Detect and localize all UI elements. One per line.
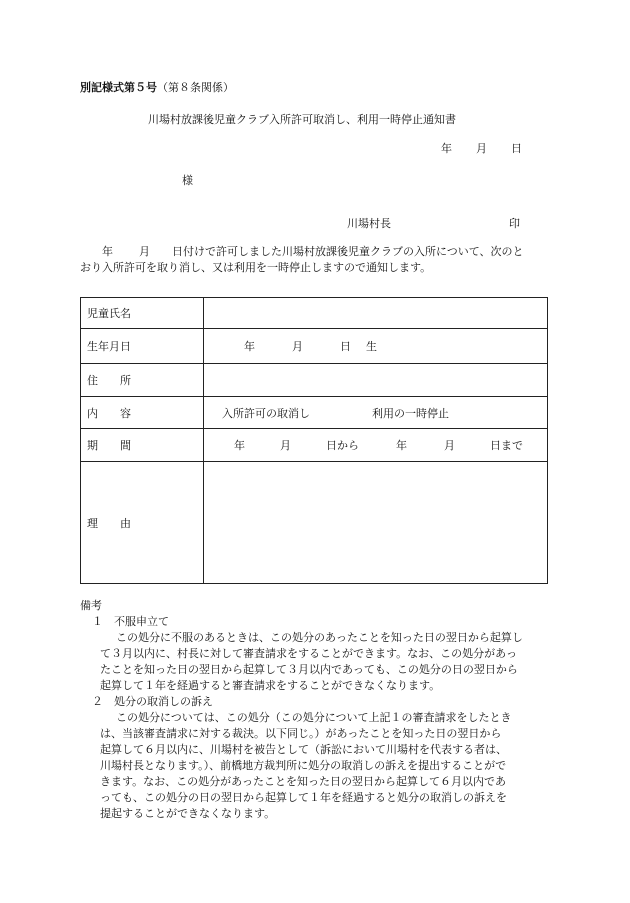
table-row	[81, 462, 548, 584]
note-item-title: ２ 処分の取消しの訴え	[92, 695, 213, 708]
note-line: 川場村長となります。）、前橋地方裁判所に処分の取消しの訴えを提出することがで	[100, 759, 507, 772]
date-line	[441, 140, 522, 156]
table-row	[81, 298, 548, 329]
notes-heading: 備考	[80, 599, 102, 612]
content-label: 内 容	[81, 397, 204, 429]
note-line: この処分については、この処分（この処分について上記１の審査請求をしたとき	[116, 711, 512, 724]
period-field[interactable]: 年 月 日から 年 月 日まで	[204, 429, 548, 462]
seal-mark: 印	[509, 217, 520, 230]
date-year: 年	[441, 142, 452, 155]
issuer-name: 川場村長	[347, 217, 391, 230]
notice-body	[80, 244, 550, 276]
note-line: て３月以内に、村長に対して審査請求をすることができます。なお、この処分があっ	[100, 647, 518, 660]
body-line1: 日付けで許可しました川場村放課後児童クラブの入所について、次のと	[172, 245, 524, 258]
date-day: 日	[511, 142, 522, 155]
note-line: きます。なお、この処分があったことを知った日の翌日から起算して６月以内であ	[100, 775, 507, 788]
child-name-field[interactable]	[204, 298, 548, 329]
body-month: 月	[139, 245, 150, 258]
reason-field[interactable]	[204, 462, 548, 584]
note-line: この処分に不服のあるときは、この処分のあったことを知った日の翌日から起算し	[116, 631, 523, 644]
reason-label: 理 由	[81, 462, 204, 584]
content-option-suspend[interactable]: 利用の一時停止	[372, 406, 449, 420]
table-row	[81, 364, 548, 397]
address-field[interactable]	[204, 364, 548, 397]
recipient-suffix: 様	[182, 174, 193, 187]
note-line: っても、この処分の日の翌日から起算して１年を経過すると処分の取消しの訴えを	[100, 791, 507, 804]
info-table	[80, 297, 548, 584]
birth-date-field[interactable]: 年 月 日 生	[204, 329, 548, 364]
note-line: 起算して６月以内に、川場村を被告として（訴訟において川場村を代表する者は、	[100, 743, 507, 756]
table-row	[81, 429, 548, 462]
child-name-label: 児童氏名	[81, 298, 204, 329]
period-label: 期 間	[81, 429, 204, 462]
note-line: 提起することができなくなります。	[100, 807, 276, 820]
note-line: は、当該審査請求に対する裁決。以下同じ。）があったことを知った日の翌日から	[100, 727, 502, 740]
document-title: 川場村放課後児童クラブ入所許可取消し、利用一時停止通知書	[148, 113, 456, 126]
address-label: 住 所	[81, 364, 204, 397]
birth-date-label: 生年月日	[81, 329, 204, 364]
date-month: 月	[476, 142, 487, 155]
note-line: たことを知った日の翌日から起算して３月以内であっても、この処分の日の翌日から	[100, 663, 518, 676]
body-year: 年	[102, 245, 113, 258]
form-header	[80, 79, 234, 95]
notes-section	[80, 598, 560, 822]
form-id: 別記様式第５号	[80, 81, 157, 94]
table-row	[81, 397, 548, 429]
note-line: 起算して１年を経過すると審査請求をすることができなくなります。	[100, 679, 441, 692]
content-option-cancel[interactable]: 入所許可の取消し	[222, 406, 310, 420]
form-ref: （第８条関係）	[157, 81, 234, 94]
note-item-title: １ 不服申立て	[92, 615, 169, 628]
table-row	[81, 329, 548, 364]
body-line2: おり入所許可を取り消し、又は利用を一時停止しますので通知します。	[80, 261, 432, 274]
content-field[interactable]	[204, 397, 548, 429]
